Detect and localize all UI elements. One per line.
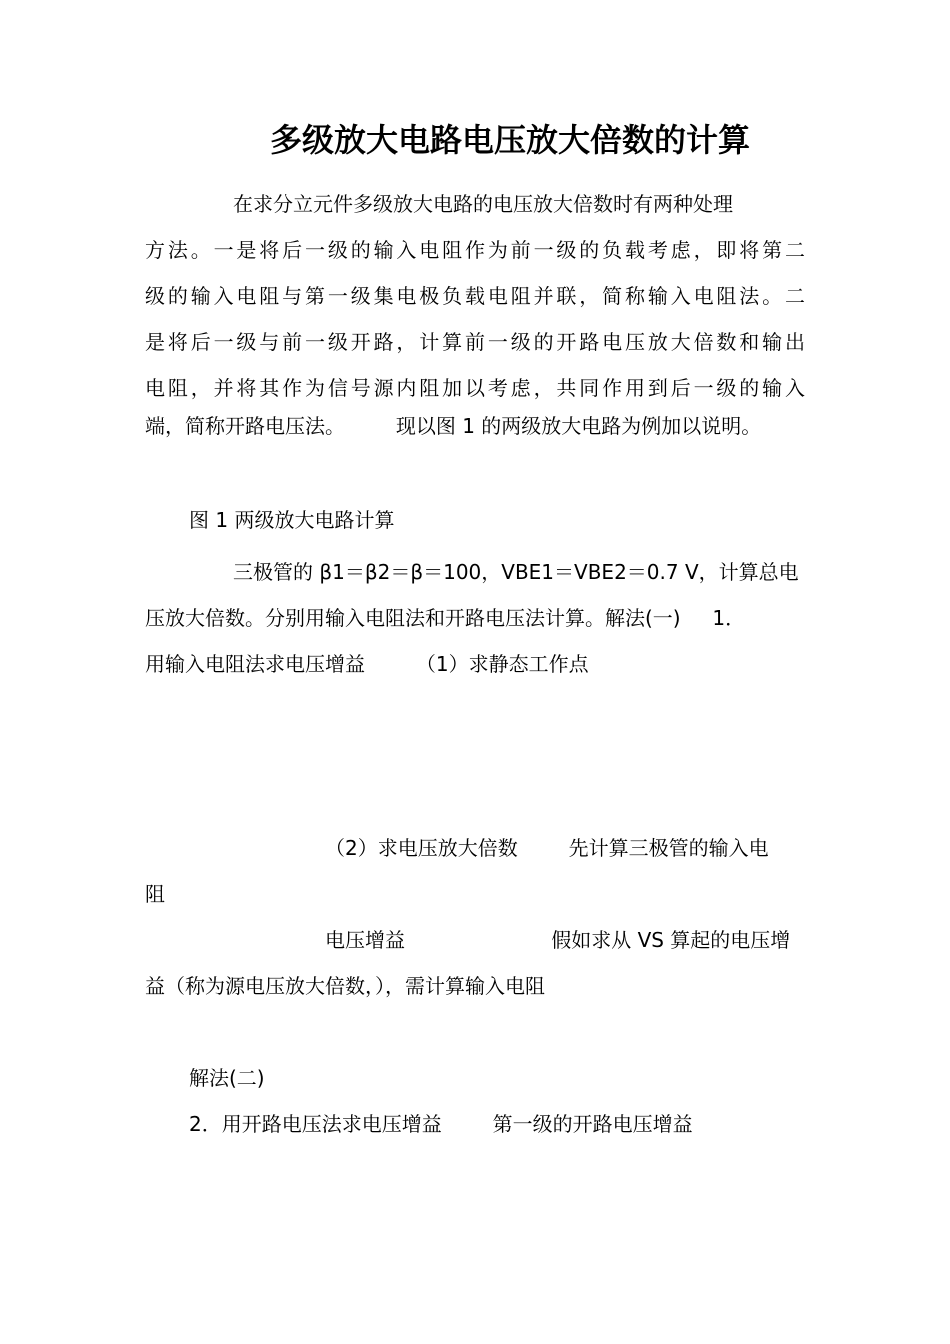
method2-step: 2．用开路电压法求电压增益 第一级的开路电压增益 xyxy=(189,1112,693,1136)
intro-line-3: 级的输入电阻与第一级集电极负载电阻并联，简称输入电阻法。二 xyxy=(145,284,805,308)
gain-line-1: 电压增益 假如求从 VS 算起的电压增 xyxy=(325,928,791,952)
intro-line-2: 方法。一是将后一级的输入电阻作为前一级的负载考虑，即将第二 xyxy=(145,238,805,262)
problem-line-1: 三极管的 β1＝β2＝β＝100，VBE1＝VBE2＝0.7 V，计算总电 xyxy=(233,560,799,584)
intro-line-4: 是将后一级与前一级开路，计算前一级的开路电压放大倍数和输出 xyxy=(145,330,805,354)
intro-line-6: 端，简称开路电压法。 现以图 1 的两级放大电路为例加以说明。 xyxy=(145,414,762,438)
intro-line-5: 电阻，并将其作为信号源内阻加以考虑，共同作用到后一级的输入 xyxy=(145,376,805,400)
step2-line-1: （2）求电压放大倍数 先计算三极管的输入电 xyxy=(325,836,769,860)
problem-line-3: 用输入电阻法求电压增益 （1）求静态工作点 xyxy=(145,652,589,676)
problem-line-2: 压放大倍数。分别用输入电阻法和开路电压法计算。解法(一) 1． xyxy=(145,606,746,630)
figure-caption: 图 1 两级放大电路计算 xyxy=(189,508,395,532)
intro-line-1: 在求分立元件多级放大电路的电压放大倍数时有两种处理 xyxy=(233,192,733,216)
gain-line-2: 益（称为源电压放大倍数，），需计算输入电阻 xyxy=(145,974,545,998)
step2-line-2: 阻 xyxy=(145,882,165,906)
method2-heading: 解法(二) xyxy=(189,1066,265,1090)
document-title: 多级放大电路电压放大倍数的计算 xyxy=(269,121,750,159)
